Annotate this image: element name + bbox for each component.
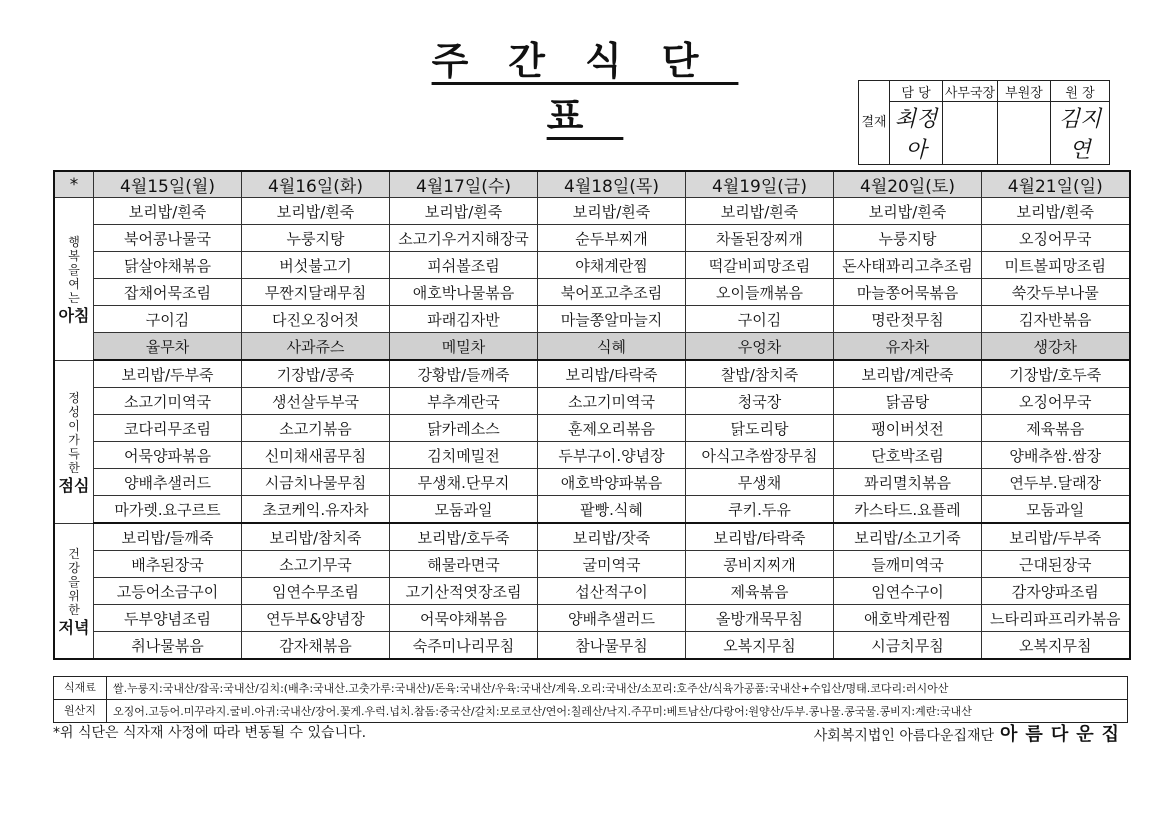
menu-item: 보리밥/두부죽 bbox=[94, 360, 242, 388]
menu-item: 닭도리탕 bbox=[686, 415, 834, 442]
menu-item: 굴미역국 bbox=[538, 551, 686, 578]
menu-item: 연두부.달래장 bbox=[982, 469, 1130, 496]
menu-item: 보리밥/소고기죽 bbox=[834, 523, 982, 551]
menu-item: 팥빵.식혜 bbox=[538, 496, 686, 524]
menu-item: 보리밥/호두죽 bbox=[390, 523, 538, 551]
day-header: 4월21일(일) bbox=[982, 171, 1130, 198]
menu-item: 북어콩나물국 bbox=[94, 225, 242, 252]
menu-item: 양배추샐러드 bbox=[538, 605, 686, 632]
origin-label: 원산지 bbox=[54, 700, 107, 723]
menu-row bbox=[54, 578, 1130, 605]
menu-item: 쿠키.두유 bbox=[686, 496, 834, 524]
menu-row bbox=[54, 306, 1130, 333]
menu-item: 찰밥/참치죽 bbox=[686, 360, 834, 388]
menu-item: 보리밥/참치죽 bbox=[242, 523, 390, 551]
menu-row bbox=[54, 415, 1130, 442]
menu-item: 두부양념조림 bbox=[94, 605, 242, 632]
menu-item: 구이김 bbox=[686, 306, 834, 333]
menu-item: 소고기무국 bbox=[242, 551, 390, 578]
menu-item: 콩비지찌개 bbox=[686, 551, 834, 578]
menu-item: 모둠과일 bbox=[982, 496, 1130, 524]
menu-item: 훈제오리볶음 bbox=[538, 415, 686, 442]
approval-header: 담 당 bbox=[890, 81, 943, 102]
menu-item: 생강차 bbox=[982, 333, 1130, 361]
menu-item: 메밀차 bbox=[390, 333, 538, 361]
meal-label-main: 저녁 bbox=[58, 617, 90, 637]
menu-row bbox=[54, 469, 1130, 496]
menu-item: 애호박양파볶음 bbox=[538, 469, 686, 496]
day-header: 4월16일(화) bbox=[242, 171, 390, 198]
menu-item: 누룽지탕 bbox=[834, 225, 982, 252]
menu-row bbox=[54, 496, 1130, 524]
menu-item: 쑥갓두부나물 bbox=[982, 279, 1130, 306]
menu-item: 어묵야채볶음 bbox=[390, 605, 538, 632]
menu-row bbox=[54, 333, 1130, 361]
menu-row bbox=[54, 442, 1130, 469]
organization bbox=[814, 720, 1127, 746]
approval-label bbox=[859, 81, 890, 165]
menu-item: 다진오징어젓 bbox=[242, 306, 390, 333]
menu-item: 취나물볶음 bbox=[94, 632, 242, 660]
menu-item: 오복지무침 bbox=[686, 632, 834, 660]
menu-item: 떡갈비피망조림 bbox=[686, 252, 834, 279]
menu-item: 애호박계란찜 bbox=[834, 605, 982, 632]
menu-item: 닭카레소스 bbox=[390, 415, 538, 442]
menu-item: 감자채볶음 bbox=[242, 632, 390, 660]
meal-label-sub: 행복을여는 bbox=[68, 234, 80, 305]
day-header: 4월17일(수) bbox=[390, 171, 538, 198]
menu-item: 섭산적구이 bbox=[538, 578, 686, 605]
menu-item: 소고기미역국 bbox=[94, 388, 242, 415]
menu-item: 들깨미역국 bbox=[834, 551, 982, 578]
menu-item: 차돌된장찌개 bbox=[686, 225, 834, 252]
approval-box bbox=[858, 80, 1110, 165]
menu-item: 꽈리멸치볶음 bbox=[834, 469, 982, 496]
menu-item: 닭살야채볶음 bbox=[94, 252, 242, 279]
menu-item: 무생채.단무지 bbox=[390, 469, 538, 496]
menu-item: 우엉차 bbox=[686, 333, 834, 361]
menu-item: 사과쥬스 bbox=[242, 333, 390, 361]
menu-item: 카스타드.요플레 bbox=[834, 496, 982, 524]
meal-label bbox=[54, 198, 94, 361]
menu-item: 보리밥/흰죽 bbox=[94, 198, 242, 225]
menu-item: 어묵양파볶음 bbox=[94, 442, 242, 469]
menu-item: 양배추쌈.쌈장 bbox=[982, 442, 1130, 469]
menu-item: 순두부찌개 bbox=[538, 225, 686, 252]
menu-row bbox=[54, 388, 1130, 415]
origin-text: 오징어.고등어.미꾸라지.굴비.아귀:국내산/장어.꽃게.우럭.넙치.참돔:중국산/갈치:모로코산/연어:칠레산/낙지.주꾸미:베트남산/다랑어:원양산/두부.콩나물.콩국물.콩비지:계란:국내산 bbox=[107, 700, 1128, 723]
menu-item: 구이김 bbox=[94, 306, 242, 333]
menu-item: 임연수무조림 bbox=[242, 578, 390, 605]
meal-label-sub: 건강을위한 bbox=[68, 546, 80, 617]
menu-item: 명란젓무침 bbox=[834, 306, 982, 333]
menu-item: 참나물무침 bbox=[538, 632, 686, 660]
menu-item: 숙주미나리무침 bbox=[390, 632, 538, 660]
menu-row bbox=[54, 605, 1130, 632]
menu-row bbox=[54, 279, 1130, 306]
menu-item: 두부구이.양념장 bbox=[538, 442, 686, 469]
menu-item: 제육볶음 bbox=[982, 415, 1130, 442]
menu-item: 오징어무국 bbox=[982, 388, 1130, 415]
menu-item: 보리밥/두부죽 bbox=[982, 523, 1130, 551]
menu-item: 강황밥/들깨죽 bbox=[390, 360, 538, 388]
menu-item: 오복지무침 bbox=[982, 632, 1130, 660]
menu-item: 해물라면국 bbox=[390, 551, 538, 578]
menu-item: 보리밥/잣죽 bbox=[538, 523, 686, 551]
menu-item: 오이들깨볶음 bbox=[686, 279, 834, 306]
menu-item: 김치메밀전 bbox=[390, 442, 538, 469]
menu-item: 소고기볶음 bbox=[242, 415, 390, 442]
meal-label-main: 점심 bbox=[58, 475, 90, 495]
menu-item: 올방개묵무침 bbox=[686, 605, 834, 632]
menu-item: 소고기우거지해장국 bbox=[390, 225, 538, 252]
menu-item: 돈사태꽈리고추조림 bbox=[834, 252, 982, 279]
menu-item: 코다리무조림 bbox=[94, 415, 242, 442]
menu-item: 율무차 bbox=[94, 333, 242, 361]
day-header: 4월20일(토) bbox=[834, 171, 982, 198]
menu-item: 애호박나물볶음 bbox=[390, 279, 538, 306]
signature: 김지연 bbox=[1051, 102, 1110, 165]
menu-item: 생선살두부국 bbox=[242, 388, 390, 415]
menu-row bbox=[54, 252, 1130, 279]
menu-item: 배추된장국 bbox=[94, 551, 242, 578]
menu-item: 보리밥/흰죽 bbox=[834, 198, 982, 225]
menu-item: 북어포고추조림 bbox=[538, 279, 686, 306]
menu-item: 감자양파조림 bbox=[982, 578, 1130, 605]
day-header-row bbox=[54, 171, 1130, 198]
organization-name: 아름다운집 bbox=[1000, 724, 1127, 745]
origin-text: 쌀.누룽지:국내산/잡곡:국내산/김치:(배추:국내산.고춧가루:국내산)/돈육:국내산/우육:국내산/계육.오리:국내산/소꼬리:호주산/식육가공품:국내산+수입산/명태.코다리:러시아산 bbox=[107, 677, 1128, 700]
origin-label: 식재료 bbox=[54, 677, 107, 700]
menu-row bbox=[54, 523, 1130, 551]
menu-item: 임연수구이 bbox=[834, 578, 982, 605]
approval-header: 사무국장 bbox=[943, 81, 998, 102]
meal-label bbox=[54, 523, 94, 659]
menu-item: 잡채어묵조림 bbox=[94, 279, 242, 306]
day-header: 4월15일(월) bbox=[94, 171, 242, 198]
approval-header: 부원장 bbox=[998, 81, 1051, 102]
approval-header: 원 장 bbox=[1051, 81, 1110, 102]
menu-item: 미트볼피망조림 bbox=[982, 252, 1130, 279]
menu-item: 무짠지달래무침 bbox=[242, 279, 390, 306]
menu-item: 부추계란국 bbox=[390, 388, 538, 415]
menu-item: 단호박조림 bbox=[834, 442, 982, 469]
menu-item: 보리밥/흰죽 bbox=[538, 198, 686, 225]
footnote: *위 식단은 식자재 사정에 따라 변동될 수 있습니다. bbox=[53, 725, 367, 741]
menu-item: 청국장 bbox=[686, 388, 834, 415]
menu-row bbox=[54, 198, 1130, 225]
origin-table bbox=[53, 676, 1128, 723]
menu-item: 초코케익.유자차 bbox=[242, 496, 390, 524]
approval-label-text: 결재 bbox=[861, 114, 887, 130]
menu-item: 보리밥/타락죽 bbox=[538, 360, 686, 388]
menu-item: 기장밥/콩죽 bbox=[242, 360, 390, 388]
menu-item: 아식고추쌈장무침 bbox=[686, 442, 834, 469]
meal-label-main: 아침 bbox=[58, 305, 90, 325]
menu-item: 김자반볶음 bbox=[982, 306, 1130, 333]
menu-item: 보리밥/들깨죽 bbox=[94, 523, 242, 551]
menu-row bbox=[54, 225, 1130, 252]
menu-item: 보리밥/흰죽 bbox=[982, 198, 1130, 225]
menu-item: 누룽지탕 bbox=[242, 225, 390, 252]
menu-item: 느타리파프리카볶음 bbox=[982, 605, 1130, 632]
menu-item: 고등어소금구이 bbox=[94, 578, 242, 605]
menu-item: 보리밥/흰죽 bbox=[390, 198, 538, 225]
organization-prefix: 사회복지법인 아름다운집재단 bbox=[813, 728, 995, 744]
menu-item: 팽이버섯전 bbox=[834, 415, 982, 442]
menu-item: 소고기미역국 bbox=[538, 388, 686, 415]
menu-item: 마늘쫑어묵볶음 bbox=[834, 279, 982, 306]
menu-item: 닭곰탕 bbox=[834, 388, 982, 415]
menu-row bbox=[54, 360, 1130, 388]
menu-item: 보리밥/계란죽 bbox=[834, 360, 982, 388]
menu-row bbox=[54, 551, 1130, 578]
menu-row bbox=[54, 632, 1130, 660]
signature: 최정아 bbox=[890, 102, 943, 165]
menu-item: 시금치무침 bbox=[834, 632, 982, 660]
menu-item: 파래김자반 bbox=[390, 306, 538, 333]
menu-item: 버섯불고기 bbox=[242, 252, 390, 279]
menu-item: 야채계란찜 bbox=[538, 252, 686, 279]
menu-item: 오징어무국 bbox=[982, 225, 1130, 252]
menu-item: 연두부&양념장 bbox=[242, 605, 390, 632]
menu-item: 마가렛.요구르트 bbox=[94, 496, 242, 524]
menu-item: 제육볶음 bbox=[686, 578, 834, 605]
page-title: 주간식단표 bbox=[431, 38, 739, 138]
menu-item: 시금치나물무침 bbox=[242, 469, 390, 496]
menu-table bbox=[53, 170, 1131, 660]
day-header: 4월19일(금) bbox=[686, 171, 834, 198]
menu-item: 양배추샐러드 bbox=[94, 469, 242, 496]
menu-item: 보리밥/흰죽 bbox=[242, 198, 390, 225]
menu-item: 신미채새콤무침 bbox=[242, 442, 390, 469]
signature bbox=[998, 102, 1051, 165]
menu-item: 고기산적엿장조림 bbox=[390, 578, 538, 605]
menu-item: 보리밥/흰죽 bbox=[686, 198, 834, 225]
signature bbox=[943, 102, 998, 165]
menu-item: 마늘쫑알마늘지 bbox=[538, 306, 686, 333]
corner-cell: * bbox=[54, 171, 94, 198]
menu-item: 무생채 bbox=[686, 469, 834, 496]
menu-item: 모둠과일 bbox=[390, 496, 538, 524]
menu-item: 근대된장국 bbox=[982, 551, 1130, 578]
menu-item: 기장밥/호두죽 bbox=[982, 360, 1130, 388]
meal-label-sub: 정성이가득한 bbox=[68, 390, 80, 475]
menu-item: 유자차 bbox=[834, 333, 982, 361]
menu-item: 식혜 bbox=[538, 333, 686, 361]
meal-label bbox=[54, 360, 94, 523]
day-header: 4월18일(목) bbox=[538, 171, 686, 198]
menu-item: 피쉬볼조림 bbox=[390, 252, 538, 279]
menu-item: 보리밥/타락죽 bbox=[686, 523, 834, 551]
